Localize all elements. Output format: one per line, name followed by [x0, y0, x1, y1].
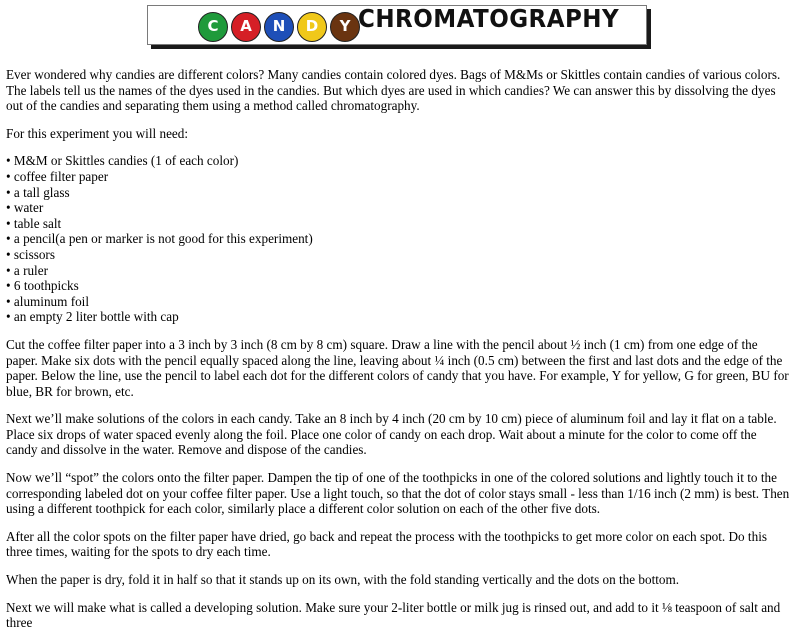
step-fold-paper: When the paper is dry, fold it in half so that it stands up on its own, with the fold standing vertically and the dots on the bottom.: [6, 572, 680, 588]
list-item: • a tall glass: [6, 185, 790, 201]
candy-letter-y: Y: [330, 12, 360, 42]
list-item: • coffee filter paper: [6, 169, 790, 185]
candy-letter-a: A: [231, 12, 261, 42]
list-item: • a pencil(a pen or marker is not good for this experiment): [6, 231, 790, 247]
step-spot-colors: Now we’ll “spot” the colors onto the filter paper. Dampen the tip of one of the toothpicks in one of the colored solutions and lightly touch it to the corresponding labeled dot on your coffee filter paper. Use a light touch, so that the dot of color stays small - less than 1/16 inch (2 mm) is best. Then using a different toothpick for each color, similarly place a different color solution on each of the other five dots.: [6, 470, 790, 517]
materials-list: [6, 153, 790, 325]
step-repeat-spots: After all the color spots on the filter paper have dried, go back and repeat the process with the toothpicks to get more color on each spot. Do this three times, waiting for the spots to dry each time.: [6, 528, 767, 560]
candy-letter-c: C: [198, 12, 228, 42]
step-make-solutions: Next we’ll make solutions of the colors in each candy. Take an 8 inch by 4 inch (20 cm by 10 cm) piece of aluminum foil and lay it flat on a table. Place six drops of water spaced evenly along the foil. Place one color of candy on each drop. Wait about a minute for the color to come off the candy and dissolve in the water. Remove and dispose of the candies.: [6, 411, 777, 458]
step-developing-solution: Next we will make what is called a developing solution. Make sure your 2-liter bottle or milk jug is rinsed out, and add to it ⅛ teaspoon of salt and three: [6, 599, 781, 631]
title-banner: [147, 5, 653, 51]
list-item: • scissors: [6, 247, 790, 263]
step-cut-paper: Cut the coffee filter paper into a 3 inch by 3 inch (8 cm by 8 cm) square. Draw a line with the pencil about ½ inch (1 cm) from one edge of the paper. Make six dots with the pencil equally spaced along the line, leaving about ¼ inch (0.5 cm) between the first and last dots and the edge of the paper. Below the line, use the pencil to label each dot for the different colors of candy that you have. For example, Y for yellow, G for green, BU for blue, BR for brown, etc.: [6, 336, 789, 399]
needs-intro: For this experiment you will need:: [6, 125, 189, 141]
list-item: • M&M or Skittles candies (1 of each color): [6, 153, 790, 169]
article-body: [6, 67, 790, 643]
list-item: • aluminum foil: [6, 294, 790, 310]
title-word: CHROMATOGRAPHY: [358, 4, 620, 33]
candy-letter-n: N: [264, 12, 294, 42]
candy-letter-d: D: [297, 12, 327, 42]
list-item: • a ruler: [6, 263, 790, 279]
list-item: • table salt: [6, 216, 790, 232]
candy-letters: [198, 12, 360, 42]
list-item: • an empty 2 liter bottle with cap: [6, 309, 790, 325]
title-banner-box: [147, 5, 647, 45]
list-item: • 6 toothpicks: [6, 278, 790, 294]
intro-paragraph: Ever wondered why candies are different colors? Many candies contain colored dyes. Bags of M&Ms or Skittles contain candies of various colors. The labels tell us the names of the dyes used in the candies. But which dyes are used in which candies? We can answer this by dissolving the dyes out of the candies and separating them using a method called chromatography.: [6, 67, 781, 114]
list-item: • water: [6, 200, 790, 216]
